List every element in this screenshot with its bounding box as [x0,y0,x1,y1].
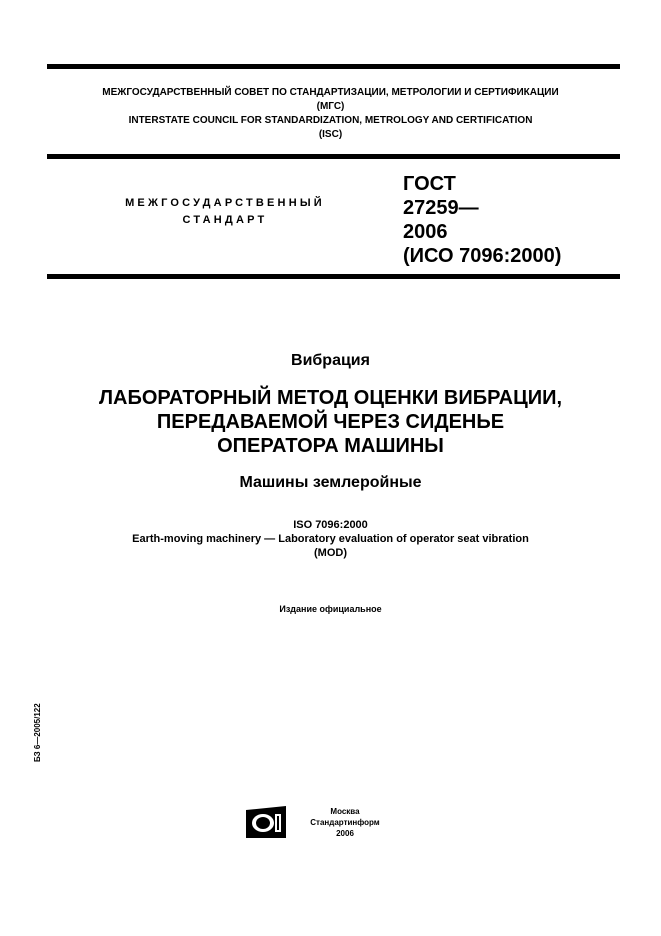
gost-iso-ref: (ИСО 7096:2000) [403,245,562,267]
iso-code: ISO 7096:2000 [293,519,368,531]
standard-type-line2: СТАНДАРТ [182,214,268,226]
subject: Вибрация [291,352,370,369]
document-title [0,386,661,458]
publisher-year: 2006 [336,829,354,838]
gost-designation [403,172,561,268]
iso-mod: (MOD) [314,547,347,559]
publisher-name: Стандартинформ [310,818,380,827]
title-line: ПЕРЕДАВАЕМОЙ ЧЕРЕЗ СИДЕНЬЕ [156,411,505,433]
title-line: ОПЕРАТОРА МАШИНЫ [217,435,444,457]
council-en-abbr: (ISC) [318,129,343,140]
bottom-rule [47,274,620,279]
gost-number: 27259— [403,197,479,219]
standartinform-logo-icon [246,806,286,838]
gost-year: 2006 [403,221,448,243]
standard-type-line1: МЕЖГОСУДАРСТВЕННЫЙ [125,197,325,209]
gost-label: ГОСТ [403,173,456,195]
council-en: INTERSTATE COUNCIL FOR STANDARDIZATION, METROLOGY AND CERTIFICATION [128,115,533,126]
council-header [0,86,661,142]
title-line: ЛАБОРАТОРНЫЙ МЕТОД ОЦЕНКИ ВИБРАЦИИ, [98,387,563,409]
iso-reference [0,518,661,560]
standard-type [85,195,365,229]
edition-note: Издание официальное [279,604,382,614]
council-ru-abbr: (МГС) [316,101,345,112]
middle-rule [47,154,620,159]
iso-title: Earth-moving machinery — Laboratory evaluation of operator seat vibration [132,533,529,545]
publisher [290,806,400,839]
publisher-city: Москва [330,807,360,816]
subtitle: Машины землеройные [239,474,422,491]
top-rule [47,64,620,69]
side-note: БЗ 6—2005/122 [33,703,42,762]
council-ru: МЕЖГОСУДАРСТВЕННЫЙ СОВЕТ ПО СТАНДАРТИЗАЦИИ, МЕТРОЛОГИИ И СЕРТИФИКАЦИИ [102,87,559,98]
